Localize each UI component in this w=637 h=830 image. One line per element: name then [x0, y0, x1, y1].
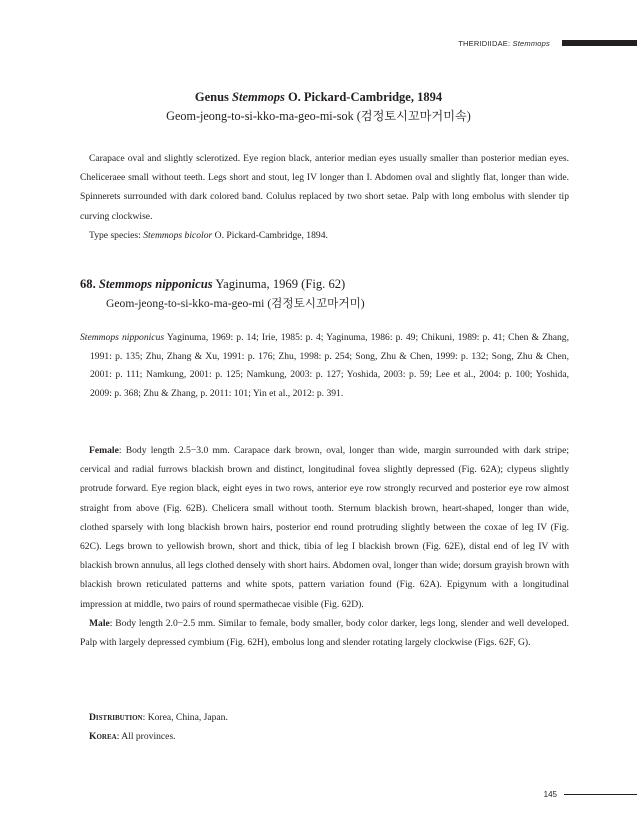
korea-label: Korea	[89, 730, 117, 742]
running-head	[458, 37, 637, 49]
korea-text: : All provinces.	[116, 730, 176, 742]
genus-korean-hangul: (검정토시꼬마거미속)	[356, 109, 471, 123]
distribution-block	[89, 709, 228, 746]
species-number: 68.	[80, 277, 96, 291]
genus-title	[0, 90, 637, 105]
synonymy-name: Stemmops nipponicus	[80, 332, 165, 343]
male-description	[80, 614, 569, 652]
male-label: Male	[89, 617, 110, 629]
species-name: Stemmops nipponicus	[98, 277, 213, 291]
synonymy	[80, 329, 569, 403]
genus-authority: O. Pickard-Cambridge, 1894	[287, 90, 443, 104]
distribution-label: Distribution	[89, 712, 143, 723]
male-text: : Body length 2.0−2.5 mm. Similar to female, body smaller, body color darker, legs long, slender and well developed. Palp with largely depressed cymbium (Fig. 62H), embolus long and slender rotating largely clockwise (Figs. 62F, G).	[80, 617, 569, 649]
female-description	[80, 441, 569, 614]
genus-description: Carapace oval and slightly sclerotized. Eye region black, anterior median eyes usually smaller than posterior median eyes. Cheliceraee small without teeth. Legs short and stout, leg IV longer than I. Abdomen oval and slightly flat, longer than wide. Spinnerets surrounded with dark colored band. Colulus replaced by two short setae. Palp with long embolus with slender tip curving clockwise.	[80, 153, 569, 222]
distribution-text: : Korea, China, Japan.	[142, 712, 228, 723]
genus-label: Genus	[194, 90, 229, 104]
species-authority: Yaginuma, 1969	[212, 277, 299, 291]
species-title	[80, 277, 345, 292]
female-label: Female	[89, 445, 119, 456]
running-head-genus: Stemmops	[512, 38, 550, 48]
genus-korean-roman: Geom-jeong-to-si-kko-ma-geo-mi-sok	[166, 109, 354, 123]
species-korean-roman: Geom-jeong-to-si-kko-ma-geo-mi	[106, 297, 265, 310]
genus-description-block	[80, 149, 569, 245]
species-korean-hangul: (검정토시꼬마거미)	[267, 297, 365, 310]
running-head-text	[458, 39, 550, 48]
type-species	[80, 226, 569, 245]
type-species-name: Stemmops bicolor	[143, 229, 213, 241]
page-footer	[544, 788, 637, 800]
running-head-bar	[562, 40, 637, 46]
page-number: 145	[543, 789, 557, 799]
type-species-authority: O. Pickard-Cambridge, 1894.	[212, 229, 328, 241]
distribution	[89, 709, 228, 728]
species-korean-name	[106, 295, 365, 311]
footer-rule	[564, 794, 637, 795]
type-species-label: Type species:	[89, 229, 144, 241]
genus-name: Stemmops	[232, 90, 285, 104]
running-head-family: THERIDIIDAE:	[458, 38, 513, 48]
female-text: : Body length 2.5−3.0 mm. Carapace dark brown, oval, longer than wide, margin surrounded with dark stripe; cervical and radial furrows blackish brown and distinct, longitudinal fovea slightly depressed (Fig. 62A); clypeus slightly protrude forward. Eye region black, eight eyes in two rows, anterior eye row strongly recurved and posterior eye row almost straight from above (Fig. 62B). Chelicera small without tooth. Sternum blackish brown, heart-shaped, longer than wide, clothed sparsely with long blackish brown hairs, posterior end round protruding slightly between the coxae of leg IV (Fig. 62C). Legs brown to yellowish brown, short and thick, tibia of leg I blackish brown (Fig. 62E), distal end of leg IV with blackish brown annulus, all legs clothed densely with short hairs. Abdomen oval, longer than wide; dorsum grayish brown with blackish brown reticulated patterns and white spots, pattern variation found (Fig. 62A). Epigynum with a longitudinal impression at middle, two pairs of round spermathecae visible (Fig. 62D).	[80, 445, 569, 610]
synonymy-references: Yaginuma, 1969: p. 14; Irie, 1985: p. 4; Yaginuma, 1986: p. 49; Chikuni, 1989: p. 41; Chen & Zhang, 1991: p. 135; Zhu, Zhang & Xu, 1991: p. 176; Zhu, 1998: p. 254; Song, Zhu & Chen, 1999: p. 132; Song, Zhu & Chen, 2001: p. 111; Namkung, 2001: p. 125; Namkung, 2003: p. 127; Yoshida, 2003: p. 59; Lee et al., 2004: p. 100; Yoshida, 2009: p. 368; Zhu & Zhang, p. 2011: 101; Yin et al., 2012: p. 391.	[90, 332, 569, 399]
synonymy-block	[80, 329, 569, 403]
description-block	[80, 441, 569, 652]
genus-korean-name	[0, 107, 637, 124]
species-figure-ref: (Fig. 62)	[298, 277, 346, 291]
korea-distribution	[89, 728, 228, 747]
